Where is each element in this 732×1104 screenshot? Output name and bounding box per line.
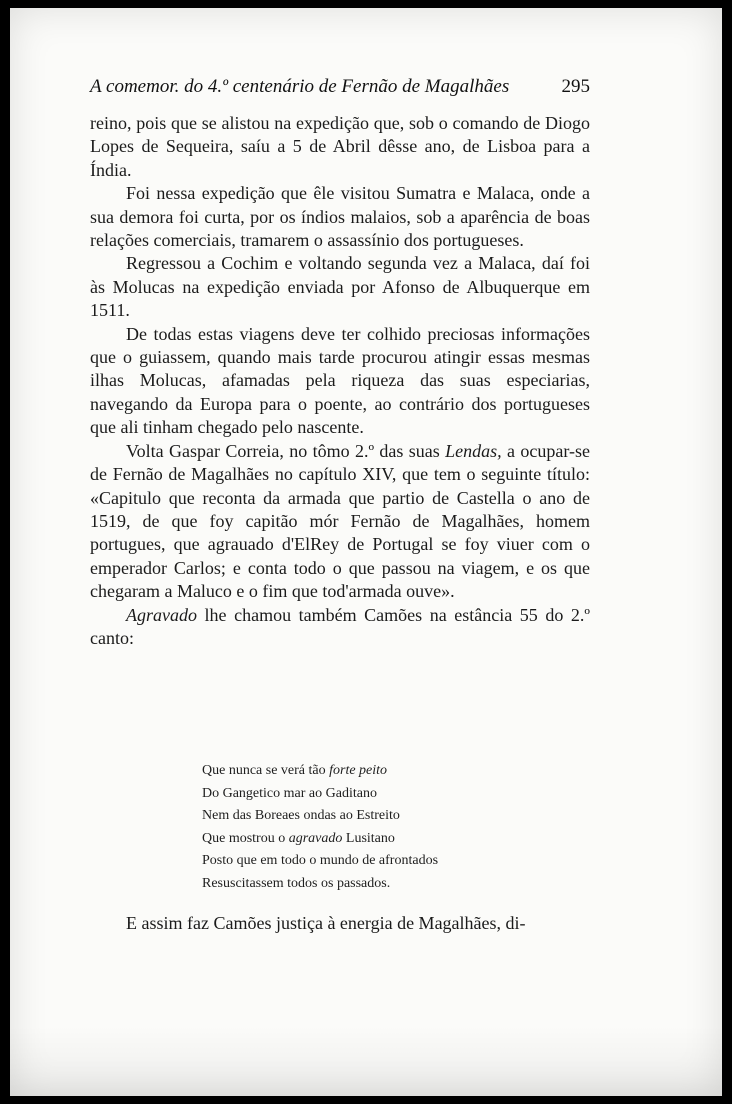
page-shadow [10,1026,722,1096]
paragraph-4: De todas estas viagens deve ter colhido preciosas informações que o guiassem, quando mais tarde procurou atingir essas mesmas ilhas Molucas, afamadas pela riqueza das suas especiarias, navegando da Europa para o poente, ao contrário dos portugueses que ali tinham chegado pelo nascente. [90,323,590,438]
paragraph-5-rest: a ocupar-se de Fernão de Magalhães no capítulo XIV, que tem o seguinte título: «Capitulo que reconta da armada que partio de Castella o ano de 1519, de que foy capitão mór Fernão de Magalhães, homem portugues, que agrauado d'ElRey de Portugal se foy viuer com o emperador Carlos; e conta todo o que passou na viagem, e os que chegaram a Maluco e o fim que tod'armada ouve». [90,440,590,602]
verse-line-4-text: Que mostrou o [202,830,289,846]
verse-line-3: Nem das Boreaes ondas ao Estreito [202,808,400,823]
paragraph-5-start: Volta Gaspar Correia, no tômo 2.º das suas [126,440,446,461]
verse-quotation [202,760,562,895]
verse-line-1 [202,760,562,783]
page-number: 295 [561,76,590,97]
running-header [90,76,590,98]
verse-line-4-emphasis: agravado [288,830,343,846]
verse-line-4-end: Lusitano [342,830,395,846]
verse-line-2: Do Gangetico mar ao Gaditano [202,785,377,801]
verse-line-1-text: Que nunca se verá tão [202,763,330,778]
closing-paragraph [90,912,590,935]
closing-line: E assim faz Camões justiça à energia de Magalhães, di- [126,913,526,933]
paragraph-3: Regressou a Cochim e voltando segunda vez a Malaca, daí foi às Molucas na expedição enviada por Afonso de Albuquerque em 1511. [90,253,590,321]
verse-line-4 [202,828,562,851]
paragraph-6 [90,604,590,651]
paragraph-5 [90,440,590,604]
running-title: A comemor. do 4.º centenário de Fernão de Magalhães [90,76,510,97]
verse-line-1-emphasis: forte peito [329,763,388,778]
lendas-title: Lendas, [445,440,502,461]
paragraph-6-rest: lhe chamou também Camões na estância 55 do 2.º canto: [90,604,590,648]
paragraph-2: Foi nessa expedição que êle visitou Sumatra e Malaca, onde a sua demora foi curta, por os índios malaios, sob a aparência de boas relações comerciais, tramarem o assassínio dos portugueses. [90,183,590,251]
agravado-word: Agravado [126,604,197,625]
paragraph-1: reino, pois que se alistou na expedição que, sob o comando de Diogo Lopes de Sequeira, saíu a 5 de Abril dêsse ano, de Lisboa para a Índia. [90,113,590,180]
body-text [90,112,590,650]
scanned-page [10,8,722,1096]
verse-line-5: Posto que em todo o mundo de afrontados [202,853,439,868]
verse-line-6: Resuscitassem todos os passados. [202,875,391,891]
